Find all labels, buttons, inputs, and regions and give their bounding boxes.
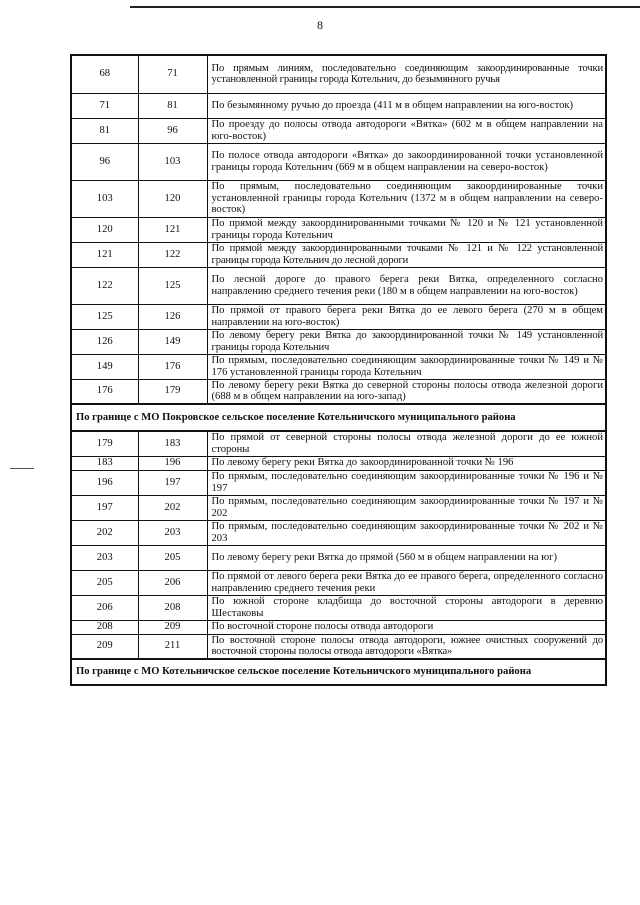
- boundary-description: По прямым, последовательно соединяющим закоординированные точки установленной границы города Котельнич (1372 м в общем направлении на северо-восток): [207, 180, 606, 217]
- boundary-description: По прямой от правого берега реки Вятка до ее левого берега (270 м в общем направлении на юго-восток): [207, 304, 606, 329]
- table-row: [71, 93, 606, 118]
- table-row: [71, 470, 606, 495]
- from-point: 196: [71, 470, 138, 495]
- table-row: [71, 456, 606, 470]
- boundary-description: По восточной стороне полосы отвода автодороги: [207, 620, 606, 634]
- boundary-description: По прямым, последовательно соединяющим закоординированные точки № 149 и № 176 установленной границы города Котельнич: [207, 354, 606, 379]
- table-row: [71, 143, 606, 180]
- to-point: 209: [138, 620, 207, 634]
- from-point: 68: [71, 55, 138, 93]
- boundary-table-body: [71, 55, 606, 685]
- boundary-description: По восточной стороне полосы отвода автодороги, южнее очистных сооружений до восточной стороны полосы отвода автодороги «Вятка»: [207, 634, 606, 659]
- table-row: [71, 217, 606, 242]
- from-point: 208: [71, 620, 138, 634]
- boundary-description: По прямым, последовательно соединяющим закоординированные точки № 197 и № 202: [207, 495, 606, 520]
- table-row: [71, 634, 606, 659]
- boundary-description: По левому берегу реки Вятка до прямой (560 м в общем направлении на юг): [207, 545, 606, 570]
- boundary-description: По прямым, последовательно соединяющим закоординированные точки № 202 и № 203: [207, 520, 606, 545]
- to-point: 81: [138, 93, 207, 118]
- to-point: 120: [138, 180, 207, 217]
- from-point: 209: [71, 634, 138, 659]
- boundary-description: По левому берегу реки Вятка до закоординированной точки № 149 установленной границы города Котельнич: [207, 329, 606, 354]
- table-row: [71, 354, 606, 379]
- boundary-description: По южной стороне кладбища до восточной стороны автодороги в деревню Шестаковы: [207, 595, 606, 620]
- boundary-description: По полосе отвода автодороги «Вятка» до закоординированной точки установленной границы города Котельнич (669 м в общем направлении на северо-восток): [207, 143, 606, 180]
- from-point: 126: [71, 329, 138, 354]
- to-point: 103: [138, 143, 207, 180]
- table-row: [71, 570, 606, 595]
- to-point: 183: [138, 431, 207, 456]
- section-heading: По границе с МО Котельничское сельское поселение Котельничского муниципального района: [71, 659, 606, 685]
- boundary-description: По прямой между закоординированными точками № 120 и № 121 установленной границы города Котельнич: [207, 217, 606, 242]
- boundary-table: [70, 54, 607, 686]
- to-point: 202: [138, 495, 207, 520]
- to-point: 203: [138, 520, 207, 545]
- to-point: 149: [138, 329, 207, 354]
- to-point: 211: [138, 634, 207, 659]
- boundary-description: По проезду до полосы отвода автодороги «Вятка» (602 м в общем направлении на юго-восток): [207, 118, 606, 143]
- section-heading-row: [71, 659, 606, 685]
- to-point: 121: [138, 217, 207, 242]
- to-point: 125: [138, 267, 207, 304]
- boundary-description: По прямой между закоординированными точками № 121 и № 122 установленной границы города Котельнич до лесной дороги: [207, 242, 606, 267]
- page-number: 8: [317, 18, 323, 32]
- from-point: 179: [71, 431, 138, 456]
- margin-mark: [10, 468, 34, 469]
- table-row: [71, 379, 606, 404]
- table-row: [71, 242, 606, 267]
- from-point: 197: [71, 495, 138, 520]
- from-point: 206: [71, 595, 138, 620]
- header-rule: [130, 6, 640, 8]
- table-row: [71, 431, 606, 456]
- table-row: [71, 180, 606, 217]
- from-point: 122: [71, 267, 138, 304]
- from-point: 81: [71, 118, 138, 143]
- table-row: [71, 118, 606, 143]
- boundary-description: По прямой от левого берега реки Вятка до ее правого берега, определенного согласно направлению среднего течения реки: [207, 570, 606, 595]
- boundary-description: По левому берегу реки Вятка до северной стороны полосы отвода железной дороги (688 м в общем направлении на юго-запад): [207, 379, 606, 404]
- to-point: 205: [138, 545, 207, 570]
- to-point: 122: [138, 242, 207, 267]
- from-point: 149: [71, 354, 138, 379]
- to-point: 176: [138, 354, 207, 379]
- table-row: [71, 329, 606, 354]
- to-point: 179: [138, 379, 207, 404]
- from-point: 103: [71, 180, 138, 217]
- table-row: [71, 267, 606, 304]
- boundary-description: По безымянному ручью до проезда (411 м в общем направлении на юго-восток): [207, 93, 606, 118]
- from-point: 96: [71, 143, 138, 180]
- table-row: [71, 495, 606, 520]
- from-point: 183: [71, 456, 138, 470]
- to-point: 206: [138, 570, 207, 595]
- section-heading-row: [71, 404, 606, 431]
- table-row: [71, 55, 606, 93]
- table-row: [71, 520, 606, 545]
- boundary-description: По прямым линиям, последовательно соединяющим закоординированные точки установленной границы города Котельнич, до безымянного ручья: [207, 55, 606, 93]
- section-heading: По границе с МО Покровское сельское поселение Котельничского муниципального района: [71, 404, 606, 431]
- from-point: 121: [71, 242, 138, 267]
- table-row: [71, 545, 606, 570]
- boundary-description: По прямой от северной стороны полосы отвода железной дороги до ее южной стороны: [207, 431, 606, 456]
- from-point: 176: [71, 379, 138, 404]
- table-row: [71, 304, 606, 329]
- from-point: 120: [71, 217, 138, 242]
- boundary-description: По лесной дороге до правого берега реки Вятка, определенного согласно направлению среднего течения реки (180 м в общем направлении на юго-восток): [207, 267, 606, 304]
- from-point: 125: [71, 304, 138, 329]
- from-point: 71: [71, 93, 138, 118]
- to-point: 126: [138, 304, 207, 329]
- from-point: 202: [71, 520, 138, 545]
- to-point: 197: [138, 470, 207, 495]
- to-point: 208: [138, 595, 207, 620]
- table-row: [71, 595, 606, 620]
- from-point: 205: [71, 570, 138, 595]
- boundary-description: По левому берегу реки Вятка до закоординированной точки № 196: [207, 456, 606, 470]
- table-row: [71, 620, 606, 634]
- to-point: 196: [138, 456, 207, 470]
- from-point: 203: [71, 545, 138, 570]
- boundary-description: По прямым, последовательно соединяющим закоординированные точки № 196 и № 197: [207, 470, 606, 495]
- to-point: 96: [138, 118, 207, 143]
- to-point: 71: [138, 55, 207, 93]
